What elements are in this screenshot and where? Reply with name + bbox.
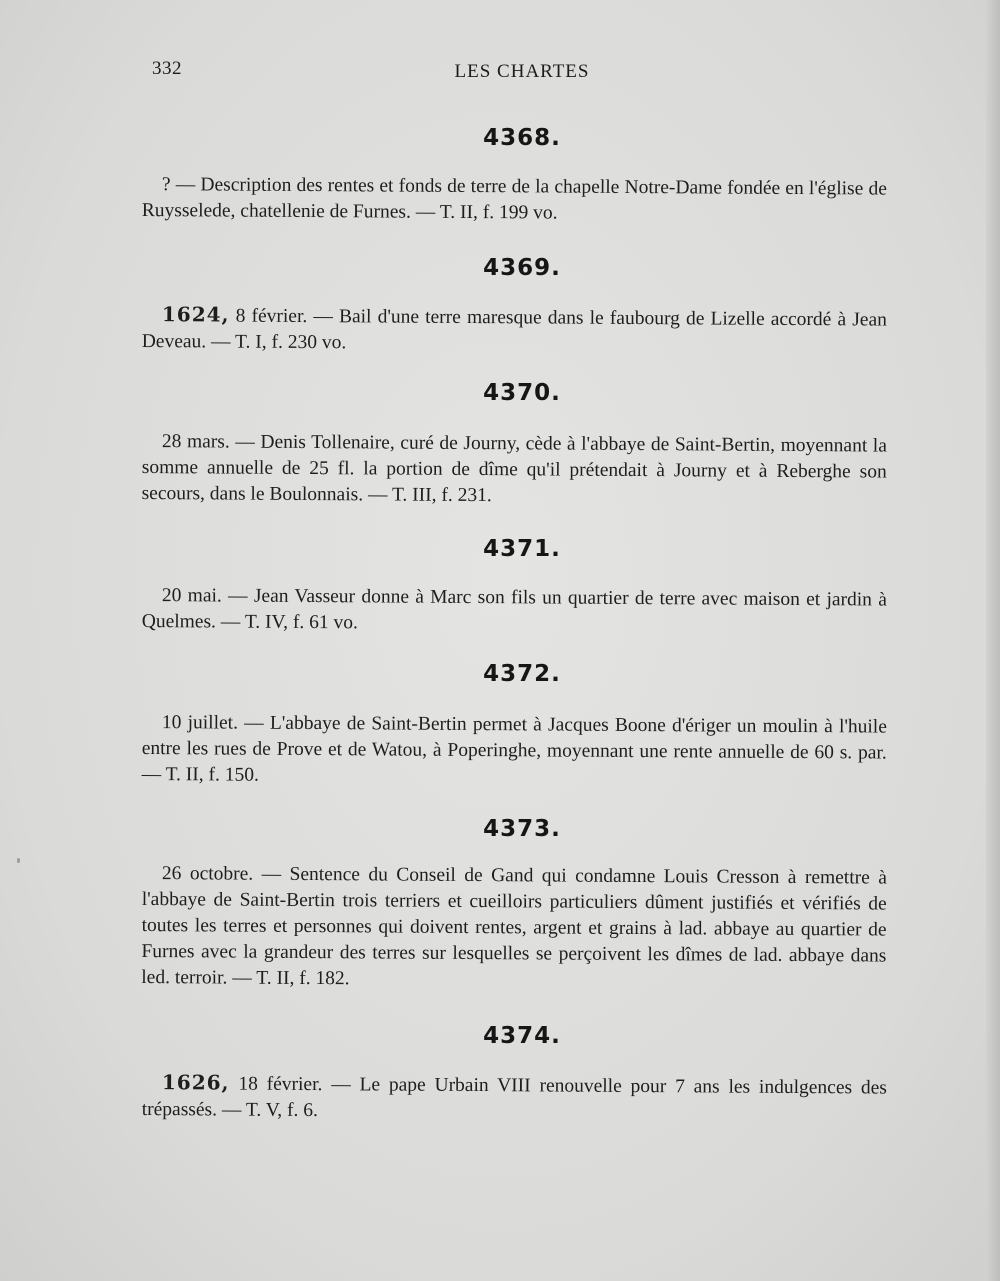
entry-paragraph	[142, 301, 887, 360]
entry-text	[142, 172, 887, 229]
entry-text	[142, 429, 887, 512]
entry-number: 4372.	[483, 661, 561, 687]
page-number: 332	[152, 58, 182, 79]
entry-text	[142, 710, 887, 793]
entry-number: 4371.	[483, 536, 561, 562]
running-head: LES CHARTES	[454, 61, 590, 82]
entry-number: 4373.	[483, 816, 561, 842]
entry-number: 4368.	[483, 125, 561, 151]
entry-text	[142, 1069, 887, 1128]
entry-body: 20 mai. — Jean Vasseur donne à Marc son fils un quartier de terre avec maison et jardin à Quelmes. — T. IV, f. 61 vo.	[141, 585, 887, 634]
entry-body: 18 février. — Le pape Urbain VIII renouvelle pour 7 ans les indulgences des trépassés. — T. V, f. 6.	[141, 1073, 887, 1122]
entry-year: 1624,	[161, 302, 230, 327]
entry-number: 4369.	[483, 255, 561, 281]
entry-text	[141, 861, 887, 996]
entry-paragraph	[142, 1069, 887, 1128]
entry-year: 1626,	[161, 1070, 230, 1095]
entry-text	[142, 583, 887, 640]
page-edge-shadow	[986, 0, 1000, 1281]
entry-body: ? — Description des rentes et fonds de terre de la chapelle Notre-Dame fondée en l'église de Ruysselede, chatellenie de Furnes. — T. II, f. 199 vo.	[141, 174, 887, 224]
paper-speck	[17, 858, 20, 863]
entry-body: 10 juillet. — L'abbaye de Saint-Bertin permet à Jacques Boone d'ériger un moulin à l'huile entre les rues de Prove et de Watou, à Poperinghe, moyennant une rente annuelle de 60 s. par. — T. II, f. 150.	[141, 712, 887, 786]
entry-body: 26 octobre. — Sentence du Conseil de Gand qui condamne Louis Cresson à remettre à l'abbaye de Saint-Bertin trois terriers et cueilloirs particuliers dûment justifiés et vérifiés de toutes les terres et personnes qui doivent rentes, argent et grains à lad. abbaye au quartier de Furnes avec la grandeur des terres sur lesquelles se perçoivent les dîmes de lad. abbaye dans led. terroir. — T. II, f. 182.	[141, 863, 887, 990]
entry-number: 4374.	[483, 1023, 561, 1049]
entry-text	[142, 301, 887, 360]
entry-body: 28 mars. — Denis Tollenaire, curé de Journy, cède à l'abbaye de Saint-Bertin, moyennant la somme annuelle de 25 fl. la portion de dîme qu'il prétendait à Journy et à Reberghe son secours, dans le Boulonnais. — T. III, f. 231.	[141, 431, 887, 507]
entry-number: 4370.	[483, 380, 561, 406]
entry-body: 8 février. — Bail d'une terre maresque dans le faubourg de Lizelle accordé à Jean Deveau. — T. I, f. 230 vo.	[141, 305, 887, 354]
